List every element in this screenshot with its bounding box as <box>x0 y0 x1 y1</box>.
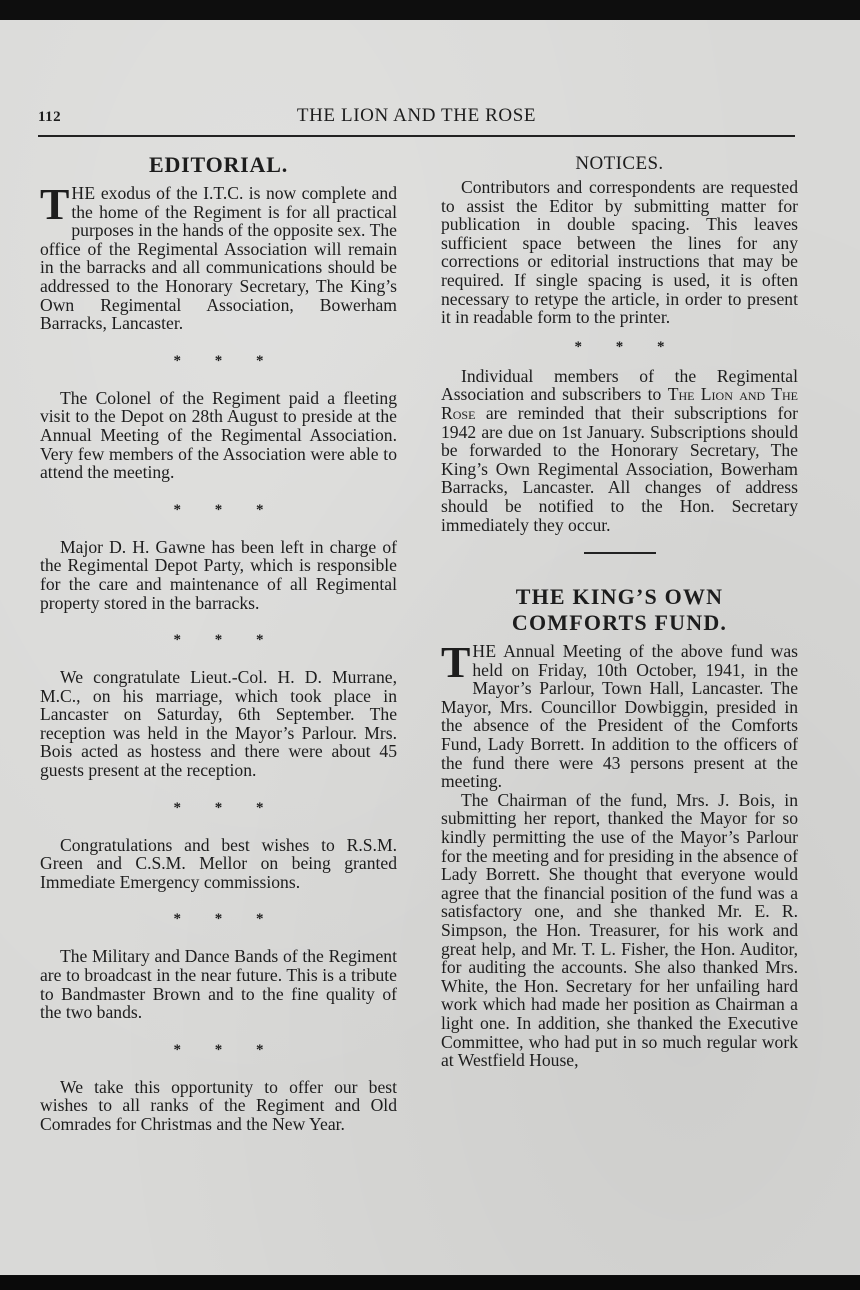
paragraph-text: exodus of the I.T.C. is now complete and the home of the Regiment is for all practical purposes in the hands of the opposite sex. The office of the Regimental Association will remain in the barracks and all communications should be addressed to the Honorary Secretary, The King’s Own Regimental Association, Bowerham Barracks, Lancaster. <box>40 183 397 334</box>
editorial-column <box>40 150 397 1134</box>
section-rule <box>584 552 656 554</box>
scan-border <box>0 1276 860 1290</box>
section-separator: * * * <box>173 632 264 649</box>
editorial-paragraph: The Colonel of the Regiment paid a fleeting visit to the Depot on 28th August to preside at the Annual Meeting of the Regimental Association. Very few members of the Association were able to attend the meeting. <box>40 387 397 483</box>
section-separator: * * * <box>173 501 264 518</box>
comforts-fund-heading <box>441 584 798 636</box>
editorial-paragraph: Major D. H. Gawne has been left in charge of the Regimental Depot Party, which is responsible for the care and maintenance of all Regimental property stored in the barracks. <box>40 536 397 613</box>
lead-in: HE <box>71 183 96 203</box>
heading-line: THE KING’S OWN <box>515 584 724 610</box>
editorial-paragraph: Congratulations and best wishes to R.S.M. Green and C.S.M. Mellor on being granted Immediate Emergency commissions. <box>40 834 397 892</box>
notice-paragraph: Contributors and correspondents are requested to assist the Editor by submitting matter for publication in double spacing. This leaves sufficient space between the lines for any corrections or editorial instructions that may be required. If single spacing is used, it is often necessary to retype the article, in order to present it in readable form to the printer. <box>441 177 798 328</box>
section-separator: * * * <box>574 338 665 355</box>
running-header <box>38 105 795 137</box>
section-separator: * * * <box>173 352 264 369</box>
magazine-page <box>0 20 860 1275</box>
publication-name: The Lion and The Rose <box>441 384 798 423</box>
drop-cap: T <box>40 180 70 229</box>
fund-paragraph: The Chairman of the fund, Mrs. J. Bois, in submitting her report, thanked the Mayor for so kindly permitting the use of the Mayor’s Parlour for the meeting and for presiding in the absence of Lady Borrett. She thought that everyone would agree that the financial position of the fund was a satisfactory one, and she thanked Mr. E. R. Simpson, the Hon. Treasurer, for his work and great help, and Mr. T. L. Fisher, the Hon. Auditor, for auditing the accounts. She also thanked Mrs. White, the Hon. Secretary for her unfailing hard work which had made her position as Chairman a light one. In addition, she thanked the Executive Committee, who had put in so much regular work at Westfield House, <box>441 789 798 1071</box>
notices-heading: NOTICES. <box>575 153 664 174</box>
editorial-paragraph: We congratulate Lieut.-Col. H. D. Murrane, M.C., on his marriage, which took place in Lancaster on Saturday, 6th September. The reception was held in the Mayor’s Parlour. Mrs. Bois acted as hostess and there were about 45 guests present at the reception. <box>40 667 397 781</box>
editorial-paragraph: The Military and Dance Bands of the Regiment are to broadcast in the near future. This is a tribute to Bandmaster Brown and to the fine quality of the two bands. <box>40 946 397 1023</box>
section-separator: * * * <box>173 1041 264 1058</box>
editorial-paragraph: We take this opportunity to offer our best wishes to all ranks of the Regiment and Old Comrades for Christmas and the New Year. <box>40 1076 397 1134</box>
page-number: 112 <box>38 109 62 125</box>
section-separator: * * * <box>173 799 264 816</box>
paragraph-text: Annual Meeting of the above fund was held on Friday, 10th October, 1941, in the Mayor’s Parlour, Town Hall, Lancaster. The Mayor, Mrs. Councillor Dowbiggin, presided in the absence of the President of the Comforts Fund, Lady Borrett. In addition to the officers of the fund there were 43 persons present at the meeting. <box>441 641 798 792</box>
journal-title: THE LION AND THE ROSE <box>296 105 537 126</box>
notice-paragraph <box>441 367 798 534</box>
fund-paragraph <box>441 638 798 792</box>
paragraph-text: are reminded that their subscriptions for 1942 are due on 1st January. Subscriptions should be forwarded to the Honorary Secretary, The King’s Own Regimental Association, Bowerham Barracks, Lancaster. All changes of address should be notified to the Hon. Secretary immediately they occur. <box>441 402 798 535</box>
heading-line: COMFORTS FUND. <box>511 610 728 636</box>
notices-column <box>441 150 798 1070</box>
paragraph-text: Individual members of the Regimental Association and subscribers to <box>441 365 798 405</box>
section-separator: * * * <box>173 911 264 928</box>
lead-in: HE <box>472 641 497 662</box>
editorial-paragraph <box>40 180 397 334</box>
drop-cap: T <box>441 638 471 688</box>
editorial-heading: EDITORIAL. <box>148 152 289 177</box>
